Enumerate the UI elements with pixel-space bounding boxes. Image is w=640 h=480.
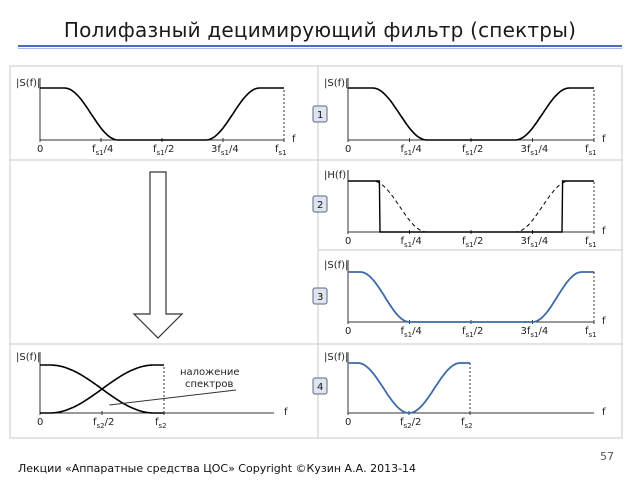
- y-axis-label: |S(f)|: [324, 78, 349, 89]
- tick-label: $f_{s1}$: [275, 144, 287, 157]
- panel-step-1: [313, 78, 606, 157]
- tick-label: $f_{s1}/4$: [400, 144, 422, 157]
- step-badge-number: 4: [317, 382, 324, 393]
- tick-label: $f_{s1}/4$: [400, 236, 422, 249]
- page-number: 57: [600, 450, 614, 463]
- x-axis-label: f: [284, 407, 288, 418]
- tick-label: $3f_{s1}/4$: [520, 236, 549, 249]
- x-axis-label: f: [602, 226, 606, 237]
- tick-label: $f_{s2}$: [461, 417, 473, 430]
- tick-label: 0: [37, 144, 44, 155]
- decimated-spectrum-curve: [348, 363, 470, 413]
- tick-label: $f_{s1}$: [585, 326, 597, 339]
- input-spectrum-curve: [40, 88, 284, 140]
- tick-label: $f_{s2}/2$: [93, 417, 115, 430]
- y-axis-label: |S(f)|: [16, 352, 41, 363]
- tick-label: $f_{s1}/4$: [92, 144, 114, 157]
- tick-label: $3f_{s1}/4$: [520, 326, 549, 339]
- tick-label: $f_{s1}/4$: [400, 326, 422, 339]
- filtered-spectrum-curve: [348, 272, 594, 322]
- y-axis-label: |S(f)|: [324, 352, 349, 363]
- down-arrow-icon: [134, 172, 182, 338]
- input-spectrum-dashed: [348, 181, 594, 232]
- x-axis-label: f: [602, 134, 606, 145]
- tick-label: $f_{s2}$: [155, 417, 167, 430]
- tick-label: $f_{s1}/2$: [153, 144, 175, 157]
- y-axis-label: |H(f)|: [324, 170, 350, 181]
- step-badge-number: 1: [317, 110, 324, 121]
- step-badge-number: 2: [317, 200, 324, 211]
- tick-label: $f_{s1}/2$: [462, 236, 484, 249]
- tick-label: $f_{s1}$: [585, 144, 597, 157]
- footer-copyright: Лекции «Аппаратные средства ЦОС» Copyright ©Кузин А.А. 2013-14: [18, 462, 417, 475]
- aliased-spectrum-rising: [40, 365, 164, 413]
- panel-step-4: [313, 352, 606, 430]
- tick-label: 0: [345, 236, 352, 247]
- tick-label: 0: [345, 326, 352, 337]
- tick-label: 0: [345, 144, 352, 155]
- panel-top-left: [16, 78, 296, 157]
- ideal-filter-response: [348, 181, 594, 232]
- input-spectrum-curve: [348, 88, 594, 140]
- tick-label: $f_{s1}/2$: [462, 326, 484, 339]
- tick-label: $f_{s1}/2$: [462, 144, 484, 157]
- y-axis-label: |S(f)|: [324, 260, 349, 271]
- panel-step-3: [313, 260, 606, 339]
- tick-label: $3f_{s1}/4$: [211, 144, 239, 157]
- x-axis-label: f: [602, 316, 606, 327]
- tick-label: 0: [37, 417, 44, 428]
- tick-label: 0: [345, 417, 352, 428]
- y-axis-label: |S(f)|: [16, 78, 41, 89]
- annotation-pointer: [109, 390, 236, 405]
- tick-label: $f_{s1}$: [585, 236, 597, 249]
- annotation-line-1: наложение: [180, 367, 240, 378]
- x-axis-label: f: [292, 134, 296, 145]
- tick-label: $f_{s2}/2$: [400, 417, 422, 430]
- step-badge-number: 3: [317, 292, 324, 303]
- tick-label: $3f_{s1}/4$: [520, 144, 549, 157]
- panel-bottom-left: [16, 352, 288, 430]
- panel-step-2: [313, 170, 606, 249]
- slide-title: Полифазный децимирующий фильтр (спектры): [63, 18, 577, 42]
- x-axis-label: f: [602, 407, 606, 418]
- annotation-line-2: спектров: [185, 379, 234, 390]
